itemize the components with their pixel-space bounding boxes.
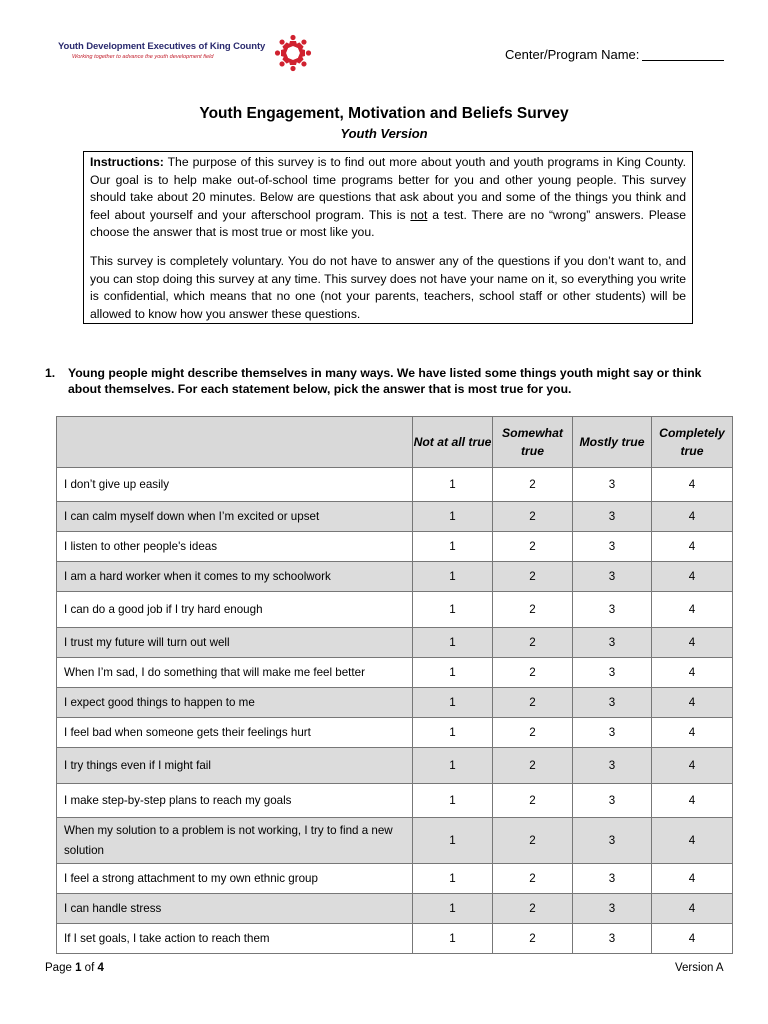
rating-option-3[interactable]: 3 [573, 628, 652, 658]
rating-option-1[interactable]: 1 [413, 562, 493, 592]
rating-option-2[interactable]: 2 [493, 748, 573, 784]
rating-option-4[interactable]: 4 [652, 592, 733, 628]
table-row [57, 688, 733, 718]
rating-option-2[interactable]: 2 [493, 864, 573, 894]
rating-option-2[interactable]: 2 [493, 628, 573, 658]
statement-cell: I can handle stress [57, 894, 413, 924]
header-statement [57, 417, 413, 468]
page-current: 1 [75, 962, 82, 974]
instructions-label: Instructions: [90, 155, 164, 169]
statement-cell: I can calm myself down when I’m excited or upset [57, 502, 413, 532]
rating-option-2[interactable]: 2 [493, 688, 573, 718]
document-subtitle: Youth Version [340, 126, 428, 141]
page-word: Page [45, 962, 72, 974]
rating-option-1[interactable]: 1 [413, 784, 493, 818]
rating-option-2[interactable]: 2 [493, 924, 573, 954]
org-name: Youth Development Executives of King County [58, 41, 266, 52]
document-title: Youth Engagement, Motivation and Beliefs Survey [199, 105, 569, 122]
rating-option-1[interactable]: 1 [413, 468, 493, 502]
rating-option-4[interactable]: 4 [652, 562, 733, 592]
rating-option-2[interactable]: 2 [493, 468, 573, 502]
header-mostly-true: Mostly true [573, 417, 652, 468]
rating-option-1[interactable]: 1 [413, 924, 493, 954]
statement-cell: When my solution to a problem is not working, I try to find a new solution [57, 818, 413, 864]
rating-option-3[interactable]: 3 [573, 784, 652, 818]
rating-option-1[interactable]: 1 [413, 894, 493, 924]
table-row [57, 562, 733, 592]
rating-option-3[interactable]: 3 [573, 818, 652, 864]
table-row [57, 658, 733, 688]
statement-cell: I expect good things to happen to me [57, 688, 413, 718]
instructions-text-a: The purpose of this survey is to find out more about youth and youth programs in King County. Our goal is to help make out-of-school time programs better for you and other young people. This survey should take about 20 minutes. Below are questions that ask about you and some of the things you think and feel about yourself and your afterschool program. This is [90, 155, 687, 222]
question-1 [45, 365, 735, 397]
instructions-text-b: a test. There are no “wrong” answers. Please choose the answer that is most true or most like you. [90, 207, 686, 240]
table-row [57, 924, 733, 954]
rating-option-3[interactable]: 3 [573, 864, 652, 894]
statement-cell: I feel bad when someone gets their feelings hurt [57, 718, 413, 748]
rating-option-2[interactable]: 2 [493, 592, 573, 628]
statement-cell: I try things even if I might fail [57, 748, 413, 784]
page-total: 4 [97, 962, 104, 974]
table-row [57, 818, 733, 864]
org-tagline: Working together to advance the youth development field [72, 54, 214, 60]
rating-option-3[interactable]: 3 [573, 532, 652, 562]
rating-option-3[interactable]: 3 [573, 468, 652, 502]
question-number: 1. [45, 366, 56, 380]
rating-option-1[interactable]: 1 [413, 628, 493, 658]
rating-option-2[interactable]: 2 [493, 532, 573, 562]
instructions-box [83, 151, 693, 324]
table-header-row [57, 417, 733, 468]
table-row [57, 532, 733, 562]
question-text: Young people might describe themselves in many ways. We have listed some things youth might say or think about themselves. For each statement below, pick the answer that is most true for you. [68, 366, 702, 396]
statement-cell: I don’t give up easily [57, 468, 413, 502]
org-logo [55, 30, 315, 78]
people-circle-logo-icon [273, 33, 313, 73]
table-row [57, 718, 733, 748]
rating-option-3[interactable]: 3 [573, 592, 652, 628]
table-row [57, 592, 733, 628]
statement-cell: I make step-by-step plans to reach my goals [57, 784, 413, 818]
rating-option-4[interactable]: 4 [652, 628, 733, 658]
rating-option-3[interactable]: 3 [573, 748, 652, 784]
rating-option-3[interactable]: 3 [573, 924, 652, 954]
rating-option-4[interactable]: 4 [652, 532, 733, 562]
rating-option-3[interactable]: 3 [573, 658, 652, 688]
page-number [45, 962, 104, 974]
rating-option-4[interactable]: 4 [652, 502, 733, 532]
statement-cell: When I’m sad, I do something that will make me feel better [57, 658, 413, 688]
rating-option-4[interactable]: 4 [652, 784, 733, 818]
table-row [57, 864, 733, 894]
survey-table-body [57, 468, 733, 954]
rating-option-2[interactable]: 2 [493, 562, 573, 592]
instructions-not: not [410, 207, 428, 222]
rating-option-1[interactable]: 1 [413, 864, 493, 894]
rating-option-1[interactable]: 1 [413, 502, 493, 532]
table-row [57, 502, 733, 532]
rating-option-1[interactable]: 1 [413, 748, 493, 784]
table-row [57, 468, 733, 502]
version-label: Version A [675, 962, 724, 974]
instructions-paragraph-1 [90, 154, 686, 242]
rating-option-2[interactable]: 2 [493, 502, 573, 532]
rating-option-4[interactable]: 4 [652, 658, 733, 688]
header-not-at-all-true: Not at all true [413, 417, 493, 468]
table-row [57, 628, 733, 658]
rating-option-3[interactable]: 3 [573, 688, 652, 718]
rating-option-1[interactable]: 1 [413, 658, 493, 688]
rating-option-4[interactable]: 4 [652, 818, 733, 864]
rating-option-4[interactable]: 4 [652, 894, 733, 924]
instructions-paragraph-2: This survey is completely voluntary. You do not have to answer any of the questions if you don’t want to, and you can stop doing this survey at any time. This survey does not have your name on it, so everything you write is confidential, which means that no one (not your parents, teachers, school staff or other students) will be allowed to know how you answer these questions. [90, 253, 686, 321]
header-somewhat-true: Somewhat true [493, 417, 573, 468]
rating-option-1[interactable]: 1 [413, 592, 493, 628]
center-program-label: Center/Program Name: [505, 47, 640, 62]
page-of: of [84, 962, 95, 974]
table-row [57, 784, 733, 818]
rating-option-2[interactable]: 2 [493, 718, 573, 748]
center-program-blank[interactable] [642, 48, 724, 61]
rating-option-4[interactable]: 4 [652, 468, 733, 502]
rating-option-4[interactable]: 4 [652, 718, 733, 748]
statement-cell: If I set goals, I take action to reach them [57, 924, 413, 954]
rating-option-3[interactable]: 3 [573, 894, 652, 924]
statement-cell: I trust my future will turn out well [57, 628, 413, 658]
center-program-name-field[interactable] [505, 47, 724, 62]
survey-table [56, 416, 733, 954]
rating-option-4[interactable]: 4 [652, 924, 733, 954]
statement-cell: I am a hard worker when it comes to my schoolwork [57, 562, 413, 592]
rating-option-2[interactable]: 2 [493, 894, 573, 924]
rating-option-3[interactable]: 3 [573, 502, 652, 532]
rating-option-3[interactable]: 3 [573, 718, 652, 748]
rating-option-3[interactable]: 3 [573, 562, 652, 592]
rating-option-1[interactable]: 1 [413, 818, 493, 864]
table-row [57, 894, 733, 924]
rating-option-4[interactable]: 4 [652, 748, 733, 784]
rating-option-2[interactable]: 2 [493, 818, 573, 864]
rating-option-1[interactable]: 1 [413, 718, 493, 748]
table-row [57, 748, 733, 784]
statement-cell: I listen to other people's ideas [57, 532, 413, 562]
rating-option-2[interactable]: 2 [493, 784, 573, 818]
rating-option-1[interactable]: 1 [413, 688, 493, 718]
statement-cell: I can do a good job if I try hard enough [57, 592, 413, 628]
statement-cell: I feel a strong attachment to my own ethnic group [57, 864, 413, 894]
rating-option-2[interactable]: 2 [493, 658, 573, 688]
rating-option-1[interactable]: 1 [413, 532, 493, 562]
header-completely-true: Completely true [652, 417, 733, 468]
rating-option-4[interactable]: 4 [652, 864, 733, 894]
rating-option-4[interactable]: 4 [652, 688, 733, 718]
